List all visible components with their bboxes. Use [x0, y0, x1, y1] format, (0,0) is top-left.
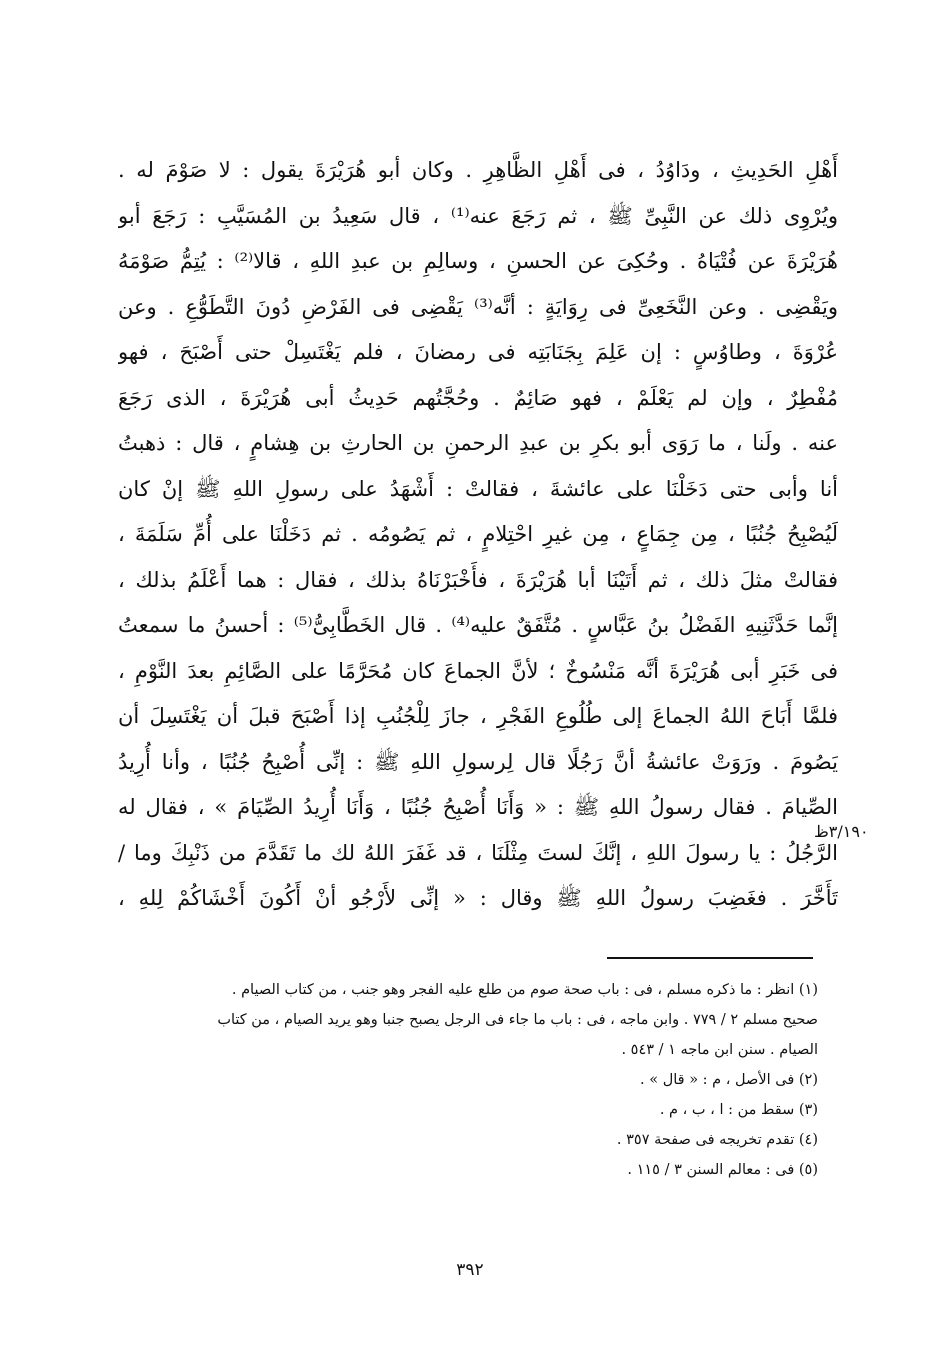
text-line: عُرْوَةَ ، وطاوُسٍ : إن عَلِمَ بِجَنَابَتِه فى رمضانَ ، فلم يَغْتَسِلْ حتى أَصْبَحَ ، فهو	[118, 340, 838, 364]
margin-manuscript-reference: ٣/١٩٠ظ	[814, 822, 869, 841]
footnote-line: (٤) تقدم تخريجه فى صفحة ٣٥٧ .	[616, 1132, 818, 1148]
footnote-line: (٣) سقط من : ا ، ب ، م .	[659, 1102, 818, 1118]
main-text	[118, 148, 838, 922]
text-line: مُفْطِرٌ ، وإن لم يَعْلَمْ ، فهو صَائِمٌ . وحُجَّتُهم حَدِيثُ أبى هُرَيْرَةَ ، الذى رَجَعَ	[118, 385, 838, 410]
footnote-line: (٥) فى : معالم السنن ٣ / ١١٥ .	[627, 1162, 818, 1178]
footnote-separator	[607, 957, 813, 959]
text-line: لَيُصْبِحُ جُنُبًا ، مِن جِمَاعٍ ، مِن غيرِ احْتِلامٍ ، ثم يَصُومُه . ثم دَخَلْنَا على أُمِّ سَلَمَةَ ،	[118, 522, 838, 546]
text-line: فى خَبَرِ أبى هُرَيْرَةَ أنَّه مَنْسُوخٌ ؛ لأنَّ الجماعَ كان مُحَرَّمًا على الصَّائِمِ بعدَ النَّوْمِ ،	[118, 658, 838, 683]
text-line: يَصُومَ . ورَوَتْ عائشةُ أنَّ رَجُلًا قال لِرسولِ اللهِ ﷺ : إنِّى أُصْبِحُ جُنُبًا ، وأنا أُرِيدُ	[118, 749, 838, 774]
text-line: الرَّجُلُ : يا رسولَ اللهِ ، إنَّكَ لستَ مِثْلَنَا ، قد غَفَرَ اللهُ لك ما تَقَدَّمَ من ذَنْبِكَ وما /	[118, 840, 838, 865]
footnote-line: الصيام . سنن ابن ماجه ١ / ٥٤٣ .	[621, 1042, 818, 1058]
text-line: ويَقْضِى . وعن النَّخَعِىِّ فى رِوَايَةٍ : أنَّه⁽³⁾ يَقْضِى فى الفَرْضِ دُونَ التَّطَوُّعِ . وعن	[118, 294, 838, 319]
text-line: أنا وأبى حتى دَخَلْنَا على عائشةَ ، فقالتْ : أَشْهَدُ على رسولِ اللهِ ﷺ إنْ كان	[118, 476, 838, 501]
footnote-line: (١) انظر : ما ذكره مسلم ، فى : باب صحة صوم من طلع عليه الفجر وهو جنب ، من كتاب الصيام .	[231, 982, 818, 998]
text-line: عنه . ولَنا ، ما رَوَى أبو بكرِ بن عبدِ الرحمنِ بن الحارثِ بن هِشامٍ ، قال : ذهبتُ	[118, 431, 838, 455]
text-line: ويُرْوِى ذلك عن النَّبِىِّ ﷺ ، ثم رَجَعَ عنه⁽¹⁾ ، قال سَعِيدُ بن المُسَيَّبِ : رَجَعَ أبو	[118, 203, 838, 228]
footnote-line: صحيح مسلم ٢ / ٧٧٩ . وابن ماجه ، فى : باب ما جاء فى الرجل يصبح جنبا وهو يريد الصيام ، من كتاب	[217, 1012, 818, 1028]
text-line: هُرَيْرَةَ عن فُتْيَاهُ . وحُكِىَ عن الحسنِ ، وسالِمِ بن عبدِ اللهِ ، قالا⁽²⁾ : يُتِمُّ صَوْمَهُ	[118, 249, 838, 273]
text-line: إنَّما حَدَّثَنِيهِ الفَضْلُ بنُ عَبَّاسٍ . مُتَّفَقٌ عليه⁽⁴⁾ . قال الخَطَّابِىُّ⁽⁵⁾ : أحسنُ ما سمعتُ	[118, 613, 838, 637]
footnotes	[110, 975, 818, 1185]
text-line: أَهْلِ الحَدِيثِ ، ودَاوُدُ ، فى أَهْلِ الظَّاهِرِ . وكان أبو هُرَيْرَةَ يقول : لا صَوْمَ له .	[118, 158, 838, 182]
footnote-line: (٢) فى الأصل ، م : « قال » .	[640, 1072, 818, 1088]
text-line: الصِّيامَ . فقال رسولُ اللهِ ﷺ : « وَأَنَا أُصْبِحُ جُنُبًا ، وَأَنَا أُرِيدُ الصِّيَامَ » ، فقال له	[118, 795, 838, 819]
page-number: ٣٩٢	[456, 1260, 484, 1280]
text-line: فلمَّا أَبَاحَ اللهُ الجماعَ إلى طُلُوعِ الفَجْرِ ، جازَ لِلْجُنُبِ إذا أَصْبَحَ قبلَ أن يَغْتَسِلَ أن	[118, 704, 838, 728]
text-line: تَأَخَّرَ . فغَضِبَ رسولُ اللهِ ﷺ وقال : « إنِّى لأَرْجُو أنْ أَكُونَ أَخْشَاكُمْ لِلهِ ،	[118, 886, 838, 910]
text-line: فقالتْ مثلَ ذلك ، ثم أَتَيْنَا أبا هُرَيْرَةَ ، فأَخْبَرْنَاهُ بذلك ، فقال : هما أَعْلَمُ بذلك ،	[118, 567, 838, 592]
